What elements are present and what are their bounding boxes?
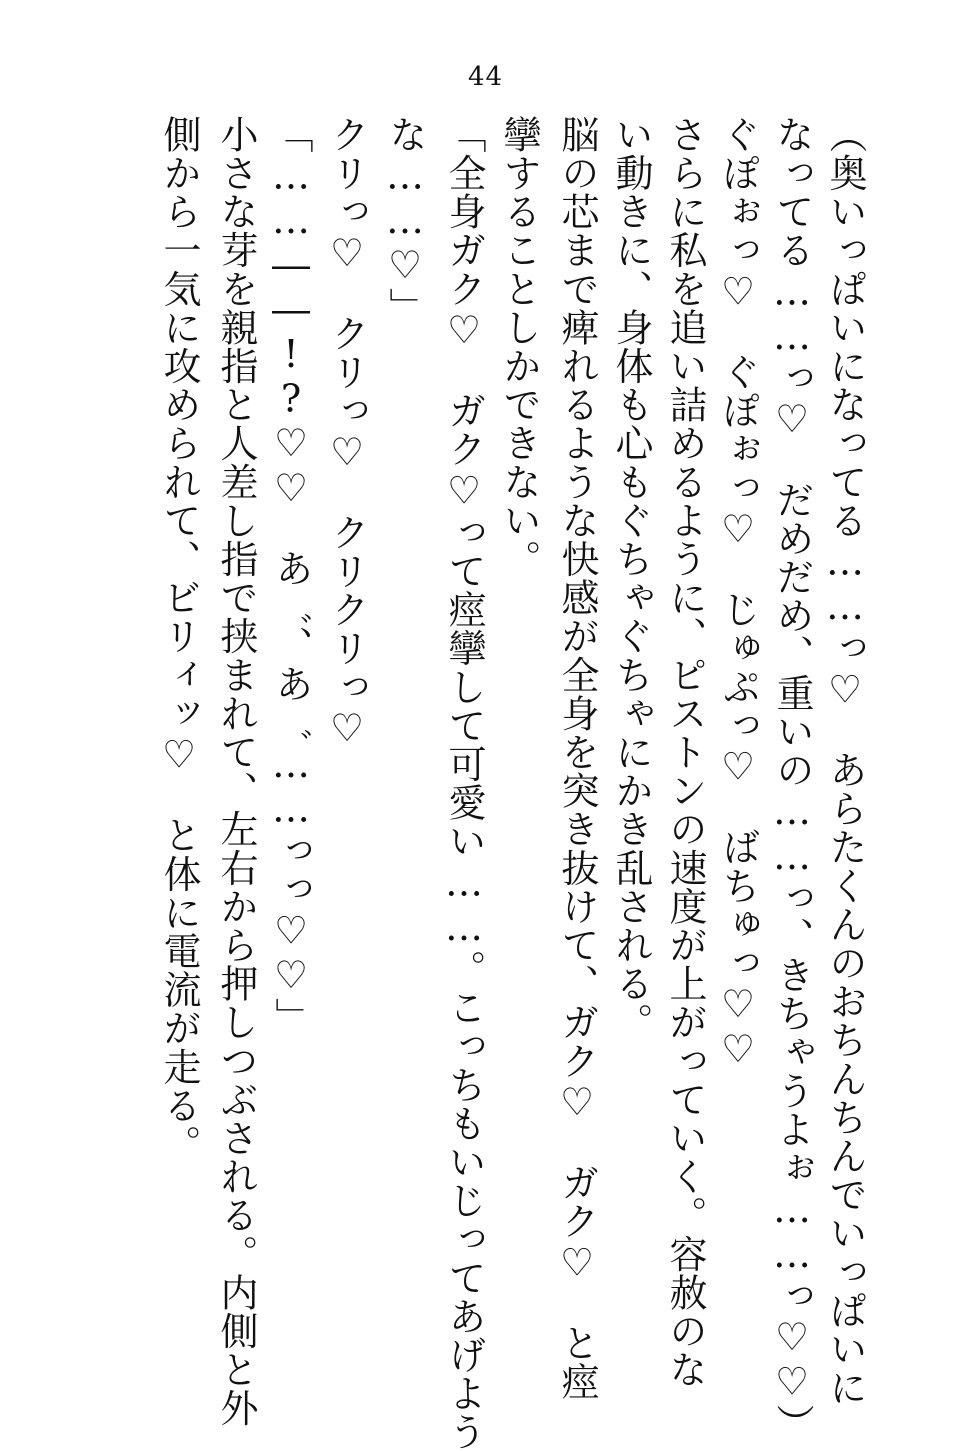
text-line: い動きに、身体も心もぐちゃぐちゃにかき乱される。 [609,115,653,1042]
text-line: な……♡」 [383,115,427,326]
text-line: （奥いっぱいになってる……っ♡ あらたくんのおちんちんでいっぱいに [823,115,867,1407]
text-line: さらに私を追い詰めるように、ピストンの速度が上がっていく。容赦のな [663,115,707,1389]
text-line: 「全身ガク♡ ガク♡って痙攣して可愛い……。こっちもいじってあげよう [442,115,486,1451]
text-line: ぐぽぉっ♡ ぐぽぉっ♡ じゅぷっ♡ ばちゅっ♡♡ [716,115,760,1072]
text-line: 側から一気に攻められて、ビリィッ♡ と体に電流が走る。 [157,115,201,1164]
text-line: 「……――!?♡♡ あ゛、あ゛……っっ♡♡」 [269,115,313,1037]
text-line: クリっ♡ クリっ♡ クリクリっ♡ [325,115,369,751]
text-line: 脳の芯まで痺れるような快感が全身を突き抜けて、ガク♡ ガク♡ と痙 [555,115,599,1401]
text-line: なってる……っ♡ だめだめ、重いの……っ、きちゃうよぉ……っ♡♡） [770,115,814,1443]
text-line: 小さな芽を親指と人差し指で挟まれて、左右から押しつぶされる。内側と外 [214,115,258,1428]
text-line: 攣することしかできない。 [497,115,541,579]
page-number: 44 [467,62,504,92]
